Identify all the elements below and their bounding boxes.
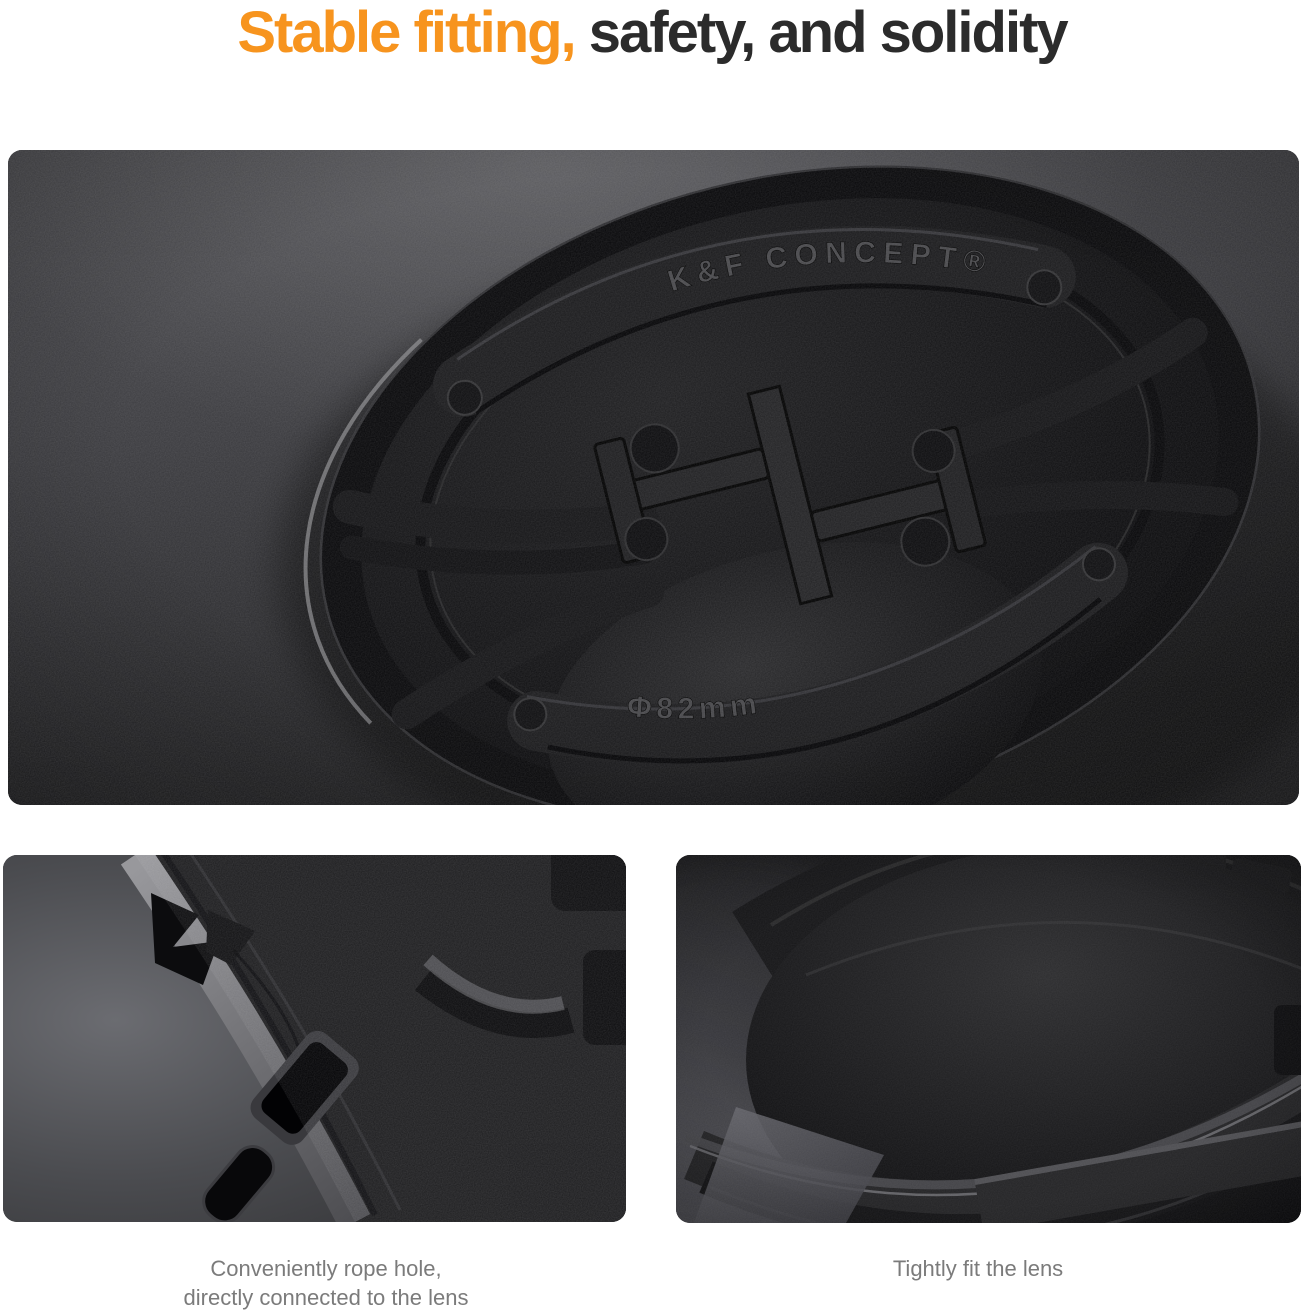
detail-photo-rope-hole bbox=[3, 855, 626, 1222]
tight-fit-closeup-image bbox=[676, 855, 1301, 1223]
rope-hole-closeup-image bbox=[3, 855, 626, 1222]
caption-rope-hole-line1: Conveniently rope hole, bbox=[210, 1256, 442, 1281]
caption-tight-fit-line1: Tightly fit the lens bbox=[892, 1256, 1064, 1281]
page-title-highlight: Stable fitting, bbox=[237, 0, 575, 65]
page-title bbox=[0, 2, 1304, 64]
page-title-rest: safety, and solidity bbox=[574, 0, 1067, 65]
lens-cap-back-view-image bbox=[8, 150, 1299, 805]
detail-photo-tight-fit bbox=[676, 855, 1301, 1223]
caption-rope-hole bbox=[0, 1254, 652, 1312]
caption-tight-fit bbox=[652, 1254, 1304, 1283]
main-product-photo bbox=[8, 150, 1299, 805]
caption-rope-hole-line2: directly connected to the lens bbox=[183, 1285, 469, 1310]
